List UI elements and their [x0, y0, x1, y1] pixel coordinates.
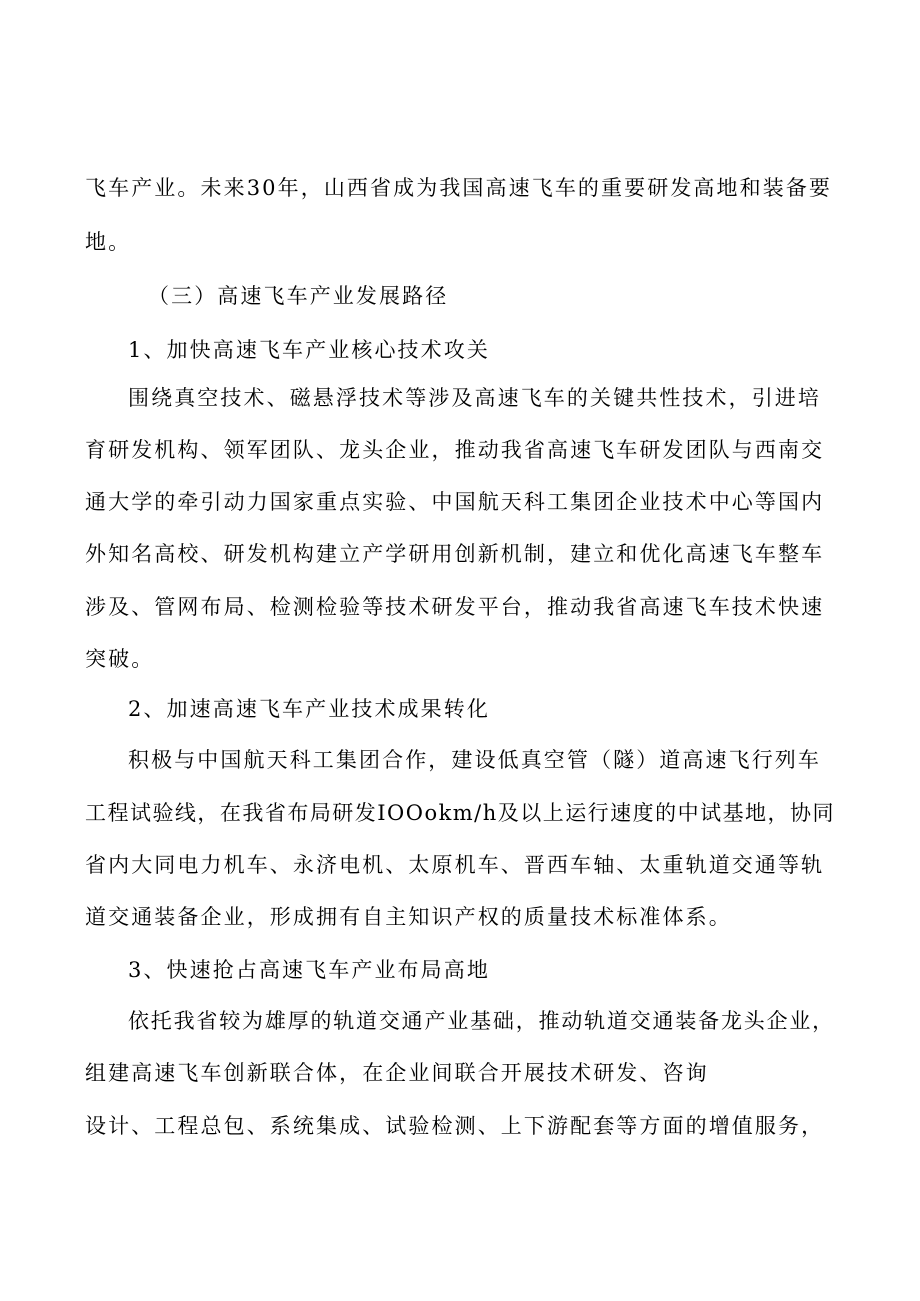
subsection-heading: 2、加速高速飞车产业技术成果转化	[128, 697, 490, 721]
paragraph-line: 通大学的牵引动力国家重点实验、中国航天科工集团企业技术中心等国内	[85, 490, 825, 514]
subsection-heading: 1、加快高速飞车产业核心技术攻关	[128, 338, 490, 362]
paragraph-line: 工程试验线，在我省布局研发IOOokm/h及以上运行速度的中试基地，协同	[85, 801, 835, 825]
paragraph-line: 依托我省较为雄厚的轨道交通产业基础，推动轨道交通装备龙头企业，	[128, 1009, 835, 1033]
paragraph-line: 地。	[85, 230, 132, 254]
subsection-heading: 3、快速抢占高速飞车产业布局高地	[128, 958, 490, 982]
paragraph-line: 育研发机构、领军团队、龙头企业，推动我省高速飞车研发团队与西南交	[85, 438, 825, 462]
paragraph-line: 涉及、管网布局、检测检验等技术研发平台，推动我省高速飞车技术快速	[85, 595, 825, 619]
paragraph-line: 组建高速飞车创新联合体，在企业间联合开展技术研发、咨询	[85, 1061, 709, 1085]
section-heading: （三）高速飞车产业发展路径	[148, 284, 449, 308]
paragraph-line: 积极与中国航天科工集团合作，建设低真空管（隧）道高速飞行列车	[128, 748, 821, 772]
paragraph-line: 外知名高校、研发机构建立产学研用创新机制，建立和优化高速飞车整车	[85, 542, 825, 566]
paragraph-line: 设计、工程总包、系统集成、试验检测、上下游配套等方面的增值服务，	[85, 1114, 825, 1138]
paragraph-line: 突破。	[85, 647, 155, 671]
paragraph-line: 飞车产业。未来30年，山西省成为我国高速飞车的重要研发高地和装备要	[85, 176, 833, 200]
paragraph-line: 围绕真空技术、磁悬浮技术等涉及高速飞车的关键共性技术，引进培	[128, 386, 821, 410]
paragraph-line: 省内大同电力机车、永济电机、太原机车、晋西车轴、太重轨道交通等轨	[85, 853, 825, 877]
paragraph-line: 道交通装备企业，形成拥有自主知识产权的质量技术标准体系。	[85, 905, 732, 929]
